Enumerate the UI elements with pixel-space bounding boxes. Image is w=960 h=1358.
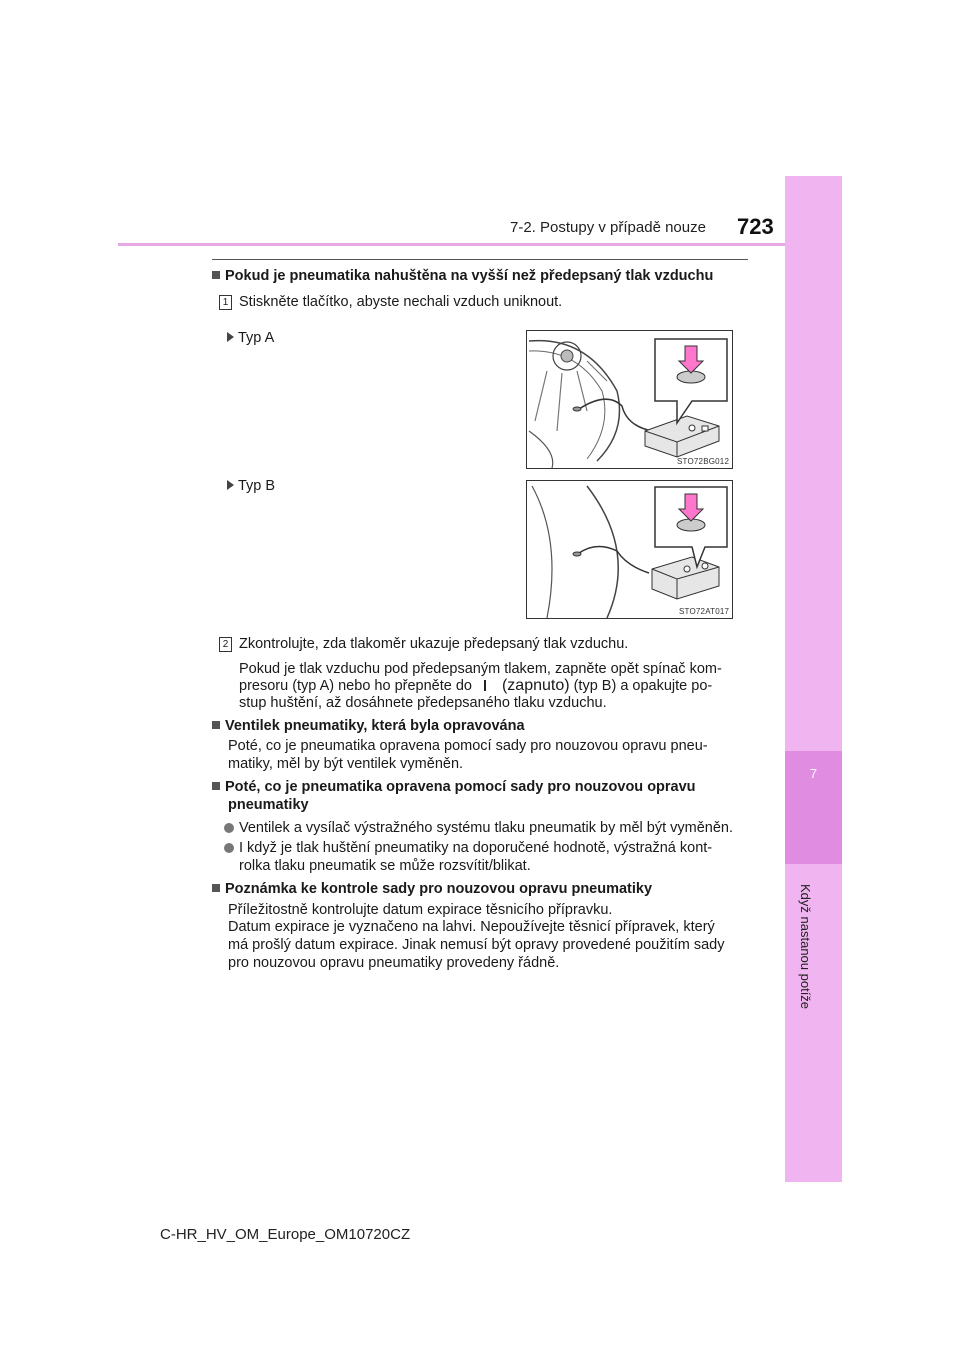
- section4-line1: Příležitostně kontrolujte datum expirace těsnicího přípravku.: [228, 902, 613, 918]
- header-rule: [118, 243, 785, 246]
- figure-type-a: [526, 330, 733, 469]
- bullet-1-text: Ventilek a vysílač výstražného systému tlaku pneumatik by měl být vyměněn.: [239, 820, 734, 836]
- round-bullet-icon: [224, 823, 234, 833]
- square-bullet-icon: [212, 884, 220, 892]
- square-bullet-icon: [212, 721, 220, 729]
- bullet-1: [224, 819, 733, 837]
- step-2-note-line2: [239, 677, 748, 695]
- bullet-2: [224, 839, 748, 857]
- bullet-2-text: I když je tlak huštění pneumatiky na doporučené hodnotě, výstražná kont-: [239, 840, 713, 856]
- note-line2-part-a: presoru (typ A) nebo ho přepněte do: [239, 678, 472, 694]
- square-bullet-icon: [212, 782, 220, 790]
- figure-type-b: [526, 480, 733, 619]
- section4-line2: Datum expirace je vyznačeno na lahvi. Nepoužívejte těsnicí přípravek, který: [228, 919, 715, 935]
- round-bullet-icon: [224, 843, 234, 853]
- heading-after-repair-line2: pneumatiky: [228, 797, 309, 813]
- step-1-text: Stiskněte tlačítko, abyste nechali vzduch uniknout.: [239, 294, 563, 310]
- chapter-title: Když nastanou potíže: [798, 884, 813, 1010]
- heading-text: Pokud je pneumatika nahuštěna na vyšší než předepsaný tlak vzduchu: [225, 268, 714, 284]
- compressor-type-a-illustration: [527, 331, 732, 468]
- section4-line4: pro nouzovou opravu pneumatiky provedeny řádně.: [228, 955, 560, 971]
- section2-line1: Poté, co je pneumatika opravena pomocí sady pro nouzovou opravu pneu-: [228, 738, 708, 754]
- step-2-text: Zkontrolujte, zda tlakoměr ukazuje předepsaný tlak vzduchu.: [239, 636, 629, 652]
- section-header: 7-2. Postupy v případě nouze: [510, 219, 706, 236]
- type-b-text: Typ B: [238, 478, 276, 494]
- step-number-2: 2: [219, 637, 232, 652]
- type-a-text: Typ A: [238, 330, 275, 346]
- section2-line2: matiky, měl by být ventilek vyměněn.: [228, 756, 464, 772]
- square-bullet-icon: [212, 271, 220, 279]
- bullet-2-line2: rolka tlaku pneumatik se může rozsvítit/blikat.: [239, 858, 531, 874]
- figure-code-a: STO72BG012: [677, 457, 730, 466]
- type-a-label: [227, 329, 274, 347]
- heading-text: Poté, co je pneumatika opravena pomocí sady pro nouzovou opravu: [225, 779, 696, 795]
- section4-line3: má prošlý datum expirace. Jinak nemusí být opravy provedené použitím sady: [228, 937, 725, 953]
- heading-kit-check: [212, 880, 652, 898]
- step-number-1: 1: [219, 295, 232, 310]
- compressor-type-b-illustration: [527, 481, 732, 618]
- content-rule: [212, 259, 748, 260]
- triangle-bullet-icon: [227, 480, 234, 490]
- page-number: 723: [737, 214, 774, 239]
- heading-text: Ventilek pneumatiky, která byla opravována: [225, 718, 525, 734]
- chapter-sidebar: [785, 176, 842, 1182]
- heading-after-repair: [212, 778, 748, 796]
- figure-code-b: STO72AT017: [679, 607, 730, 616]
- chapter-number: 7: [809, 766, 818, 781]
- note-line2-on-label: (zapnuto): [501, 677, 570, 694]
- step-2-note-line1: Pokud je tlak vzduchu pod předepsaným tlakem, zapněte opět spínač kom-: [239, 661, 722, 677]
- on-switch-icon: [484, 680, 486, 691]
- heading-text: Poznámka ke kontrole sady pro nouzovou opravu pneumatiky: [225, 881, 653, 897]
- step-2-note-line3: stup huštění, až dosáhnete předepsaného tlaku vzduchu.: [239, 695, 607, 711]
- heading-valve: [212, 717, 525, 735]
- document-code: C-HR_HV_OM_Europe_OM10720CZ: [160, 1226, 411, 1243]
- heading-overinflated: [212, 267, 713, 285]
- triangle-bullet-icon: [227, 332, 234, 342]
- type-b-label: [227, 477, 275, 495]
- note-line2-part-c: (typ B) a opakujte po-: [573, 678, 713, 694]
